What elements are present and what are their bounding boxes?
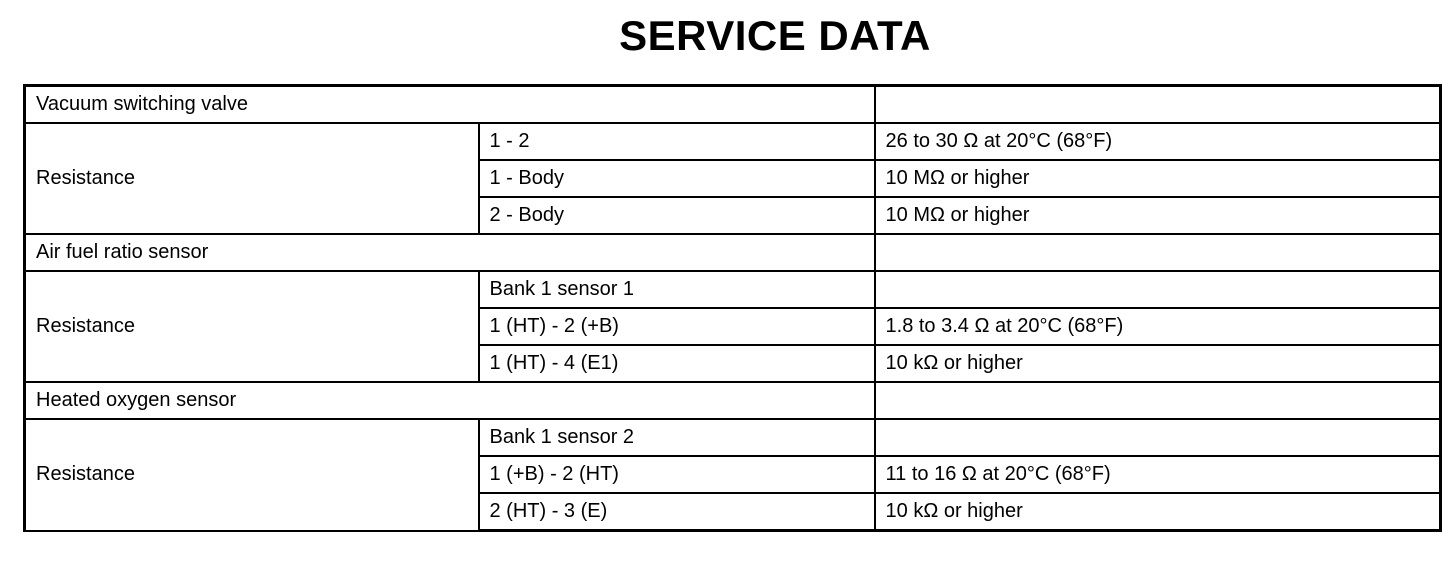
section-heading: Heated oxygen sensor [25, 382, 875, 419]
section-heading-value [875, 234, 1441, 271]
parameter-cell: Resistance [25, 271, 479, 382]
condition-cell: 2 (HT) - 3 (E) [479, 493, 875, 531]
value-cell: 26 to 30 Ω at 20°C (68°F) [875, 123, 1441, 160]
value-cell: 11 to 16 Ω at 20°C (68°F) [875, 456, 1441, 493]
section-heading-value [875, 86, 1441, 124]
parameter-cell: Resistance [25, 123, 479, 234]
page-title: SERVICE DATA [619, 12, 931, 59]
value-cell: 1.8 to 3.4 Ω at 20°C (68°F) [875, 308, 1441, 345]
value-cell: 10 kΩ or higher [875, 493, 1441, 531]
service-data-table [23, 84, 1442, 532]
condition-cell: 1 (+B) - 2 (HT) [479, 456, 875, 493]
section-heading: Vacuum switching valve [25, 86, 875, 124]
condition-cell: Bank 1 sensor 2 [479, 419, 875, 456]
table-row [25, 271, 1441, 308]
condition-cell: 2 - Body [479, 197, 875, 234]
value-cell [875, 419, 1441, 456]
condition-cell: 1 - 2 [479, 123, 875, 160]
section-heading-row [25, 382, 1441, 419]
condition-cell: 1 (HT) - 4 (E1) [479, 345, 875, 382]
value-cell: 10 MΩ or higher [875, 197, 1441, 234]
table-row [25, 419, 1441, 456]
value-cell: 10 MΩ or higher [875, 160, 1441, 197]
condition-cell: Bank 1 sensor 1 [479, 271, 875, 308]
section-heading-row [25, 234, 1441, 271]
condition-cell: 1 - Body [479, 160, 875, 197]
parameter-cell: Resistance [25, 419, 479, 531]
condition-cell: 1 (HT) - 2 (+B) [479, 308, 875, 345]
value-cell [875, 271, 1441, 308]
value-cell: 10 kΩ or higher [875, 345, 1441, 382]
section-heading-row [25, 86, 1441, 124]
table-row [25, 123, 1441, 160]
section-heading-value [875, 382, 1441, 419]
section-heading: Air fuel ratio sensor [25, 234, 875, 271]
